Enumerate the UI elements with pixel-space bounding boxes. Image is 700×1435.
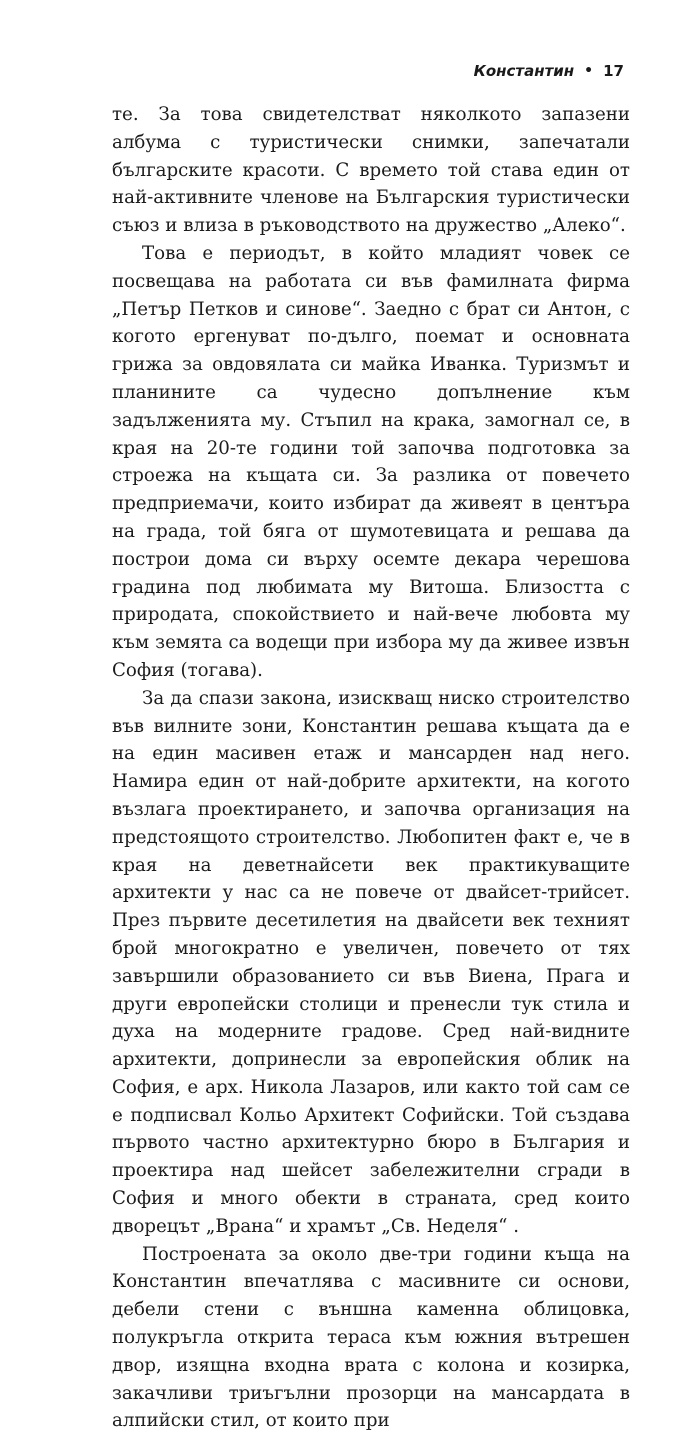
chapter-title: Константин [473,62,575,80]
paragraph: За да спази закона, изискващ ниско строителство във вилните зони, Константин решава къщата да е на един масивен етаж и мансарден над него. Намира един от най-добрите архитекти, на когото възлага проектирането, и започва организация на предстоящото строителство. Любопитен факт е, че в края на деветнайсети век практикуващите архитекти у нас са не повече от двайсет-трийсет. През първите десетилетия на двайсети век техният брой многократно е увеличен, повечето от тях завършили образованието си във Виена, Прага и други европейски столици и пренесли тук стила и духа на модерните градове. Сред най-видните архитекти, допринесли за европейския облик на София, е арх. Никола Лазаров, или както той сам се е подписвал Кольо Архитект Софийски. Той създава първото частно архитектурно бюро в България и проектира над шейсет забележителни сгради в София и много обекти в страната, сред които дворецът „Врана“ и храмът „Св. Неделя“ . [112,687,630,1237]
body-text [112,101,630,1435]
paragraph: Това е периодът, в който младият човек се посвещава на работата си във фамилната фирма „Петър Петков и синове“. Заедно с брат си Антон, с когото ергенуват по-дълго, поемат и основната грижа за овдовялата си майка Иванка. Туризмът и планините са чудесно допълнение към задълженията му. Стъпил на крака, замогнал се, в края на 20-те години той започва подготовка за строежа на къщата си. За разлика от повечето предприемачи, които избират да живеят в центъра на града, той бяга от шумотевицата и решава да построи дома си върху осемте декара черешова градина под любимата му Витоша. Близостта с природата, спокойствието и най-вече любовта му към земята са водещи при избора му да живее извън София (тогава). [112,242,630,681]
paragraph: Построената за около две-три години къща на Константин впечатлява с масивните си основи, дебели стени с външна каменна облицовка, полукръгла открита тераса към южния вътрешен двор, изящна входна врата с колона и козирка, закачливи триъгълни прозорци на мансардата в алпийски стил, от които при [112,1243,630,1432]
paragraph-continued: те. За това свидетелстват няколкото запазени албума с туристически снимки, запечатали българските красоти. С времето той става един от най-активните членове на Българския туристически съюз и влиза в ръководството на дружество „Алеко“. [112,104,630,237]
running-head [474,62,624,80]
page-number: 17 [603,62,624,80]
bullet-separator: • [584,63,594,79]
